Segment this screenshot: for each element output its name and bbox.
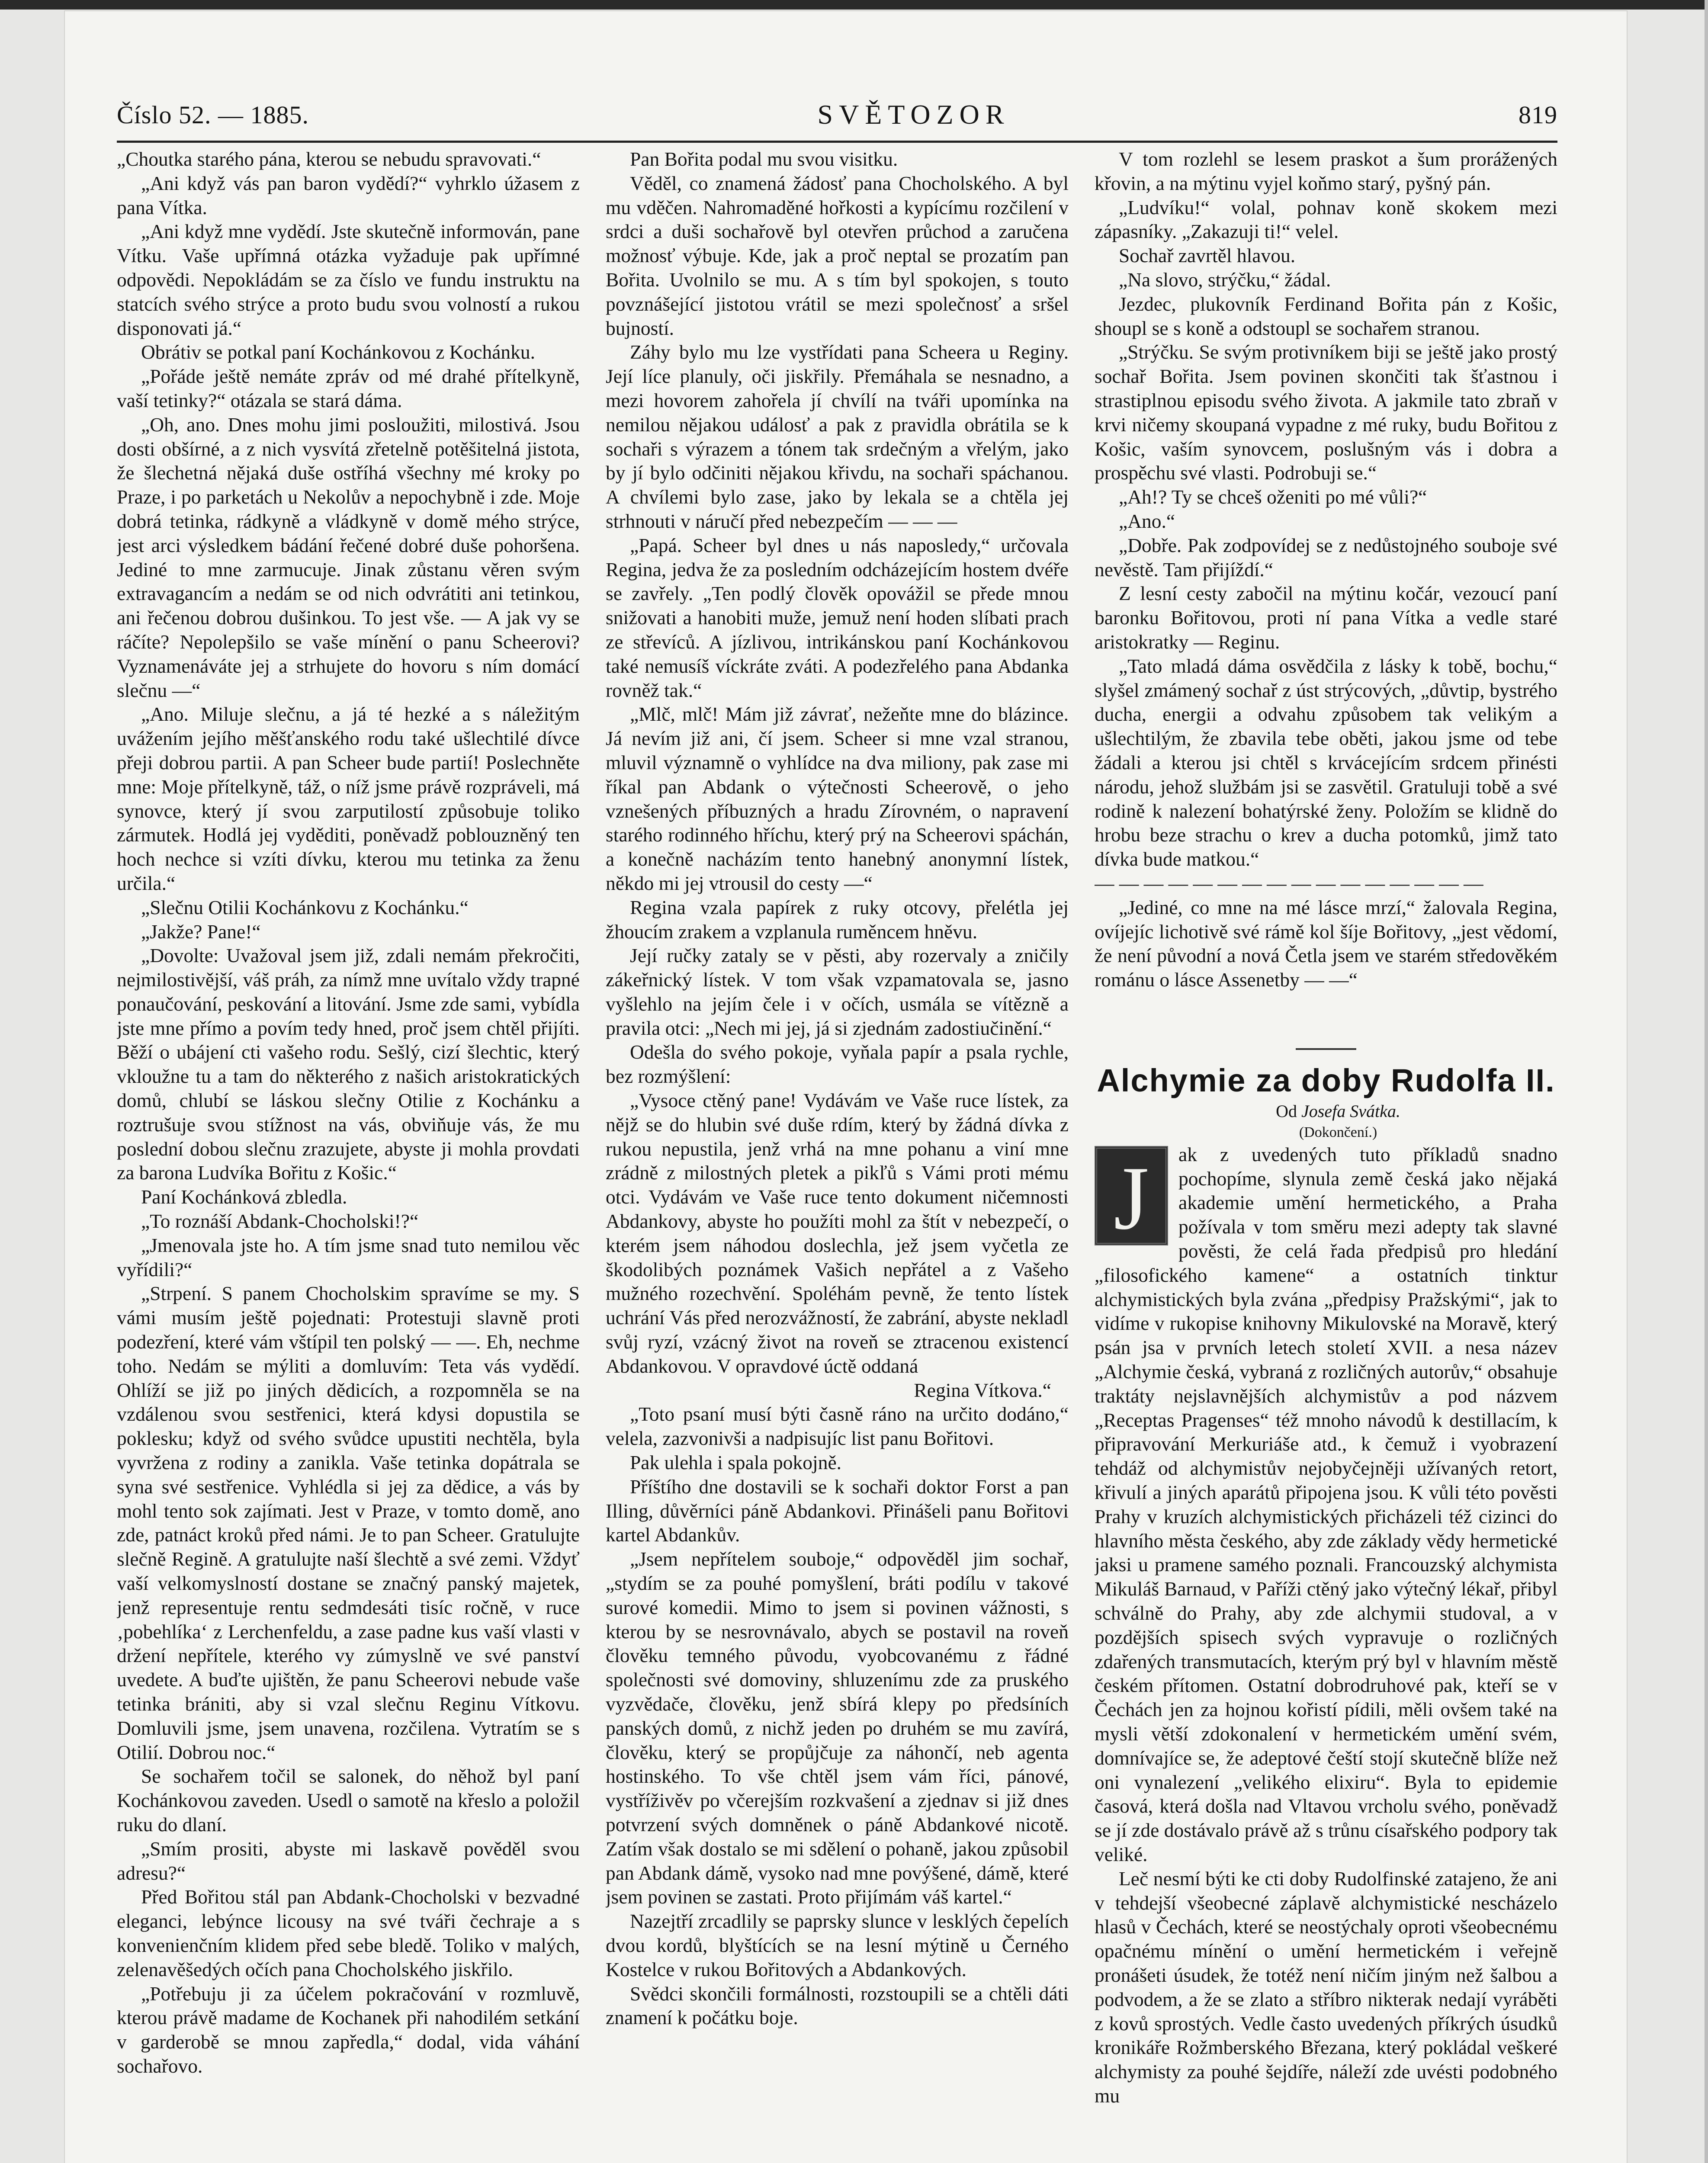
issue-number: Číslo 52. — 1885. [117, 100, 309, 129]
decorated-initial: J [1095, 1146, 1168, 1245]
article-divider [1296, 1048, 1356, 1050]
letter-paragraph: „Vysoce ctěný pane! Vydávám ve Vaše ruce lístek, za nějž se do hlubin své duše rdím, který by žádná dívka z rukou nepustila, jenž vrhá na mne pohanu a viní mne zrádně z milostných pletek a pikľů s Vámi proti mému otci. Vydávám ve Vaše ruce tento dokument ničemnosti Abdankovy, abyste ho použíti mohl za štít v nebezpečí, o kterém jsem náhodou doslechla, jež jsem vyčetla ze škodolibých poznámek Vašich nepřátel a z Vašeho mužného rozechvění. Spoléhám pevně, že tento lístek uchrání Vás před nerozvážností, že zabrání, abyste nekladl svůj ryzí, vzácný život na roveň se ztracenou existencí Abdankovou. V opravdové úctě oddaná [606, 1089, 1069, 1377]
paragraph: „Strpení. S panem Chocholskim spravíme se my. S vámi musím ještě pojednati: Protestuji slavně proti podezření, které vám vštípil ten polský — —. Eh, nechme toho. Nedám se mýliti a domluvím: Teta vás vydědí. Ohlíží se již po jiných dědicích, a rozpomněla se na vzdálenou svou sestřenici, která kdysi dopustila se poklesku; když od svého svůdce upustiti nechtěla, byla vyvržena z rodiny a zanikla. Vaše tetinka dopátrala se syna své sestřenice. Vyhlédla si jej za dědice, a vás by mohl tento sok zajímati. Jest v Praze, v tomto domě, ano zde, patnáct kroků před námi. Je to pan Scheer. Gratulujte slečně Regině. A gratulujte naší šlechtě a své zemi. Vždyť vaší velkomyslností dostane se značný panský majetek, jenž representuje rentu sedmdesáti tisíc ročně, v ruce ‚pobehlíka‘ z Lerchenfeldu, a zase padne kus vaší vlasti v držení nepřítele, kterého vy zúmyslně ve své panství uvedete. A buďte ujištěn, že panu Scheerovi nebude vaše tetinka brániti, aby si vzal slečnu Reginu Vítkovu. Domluvili jsme, jsem unavena, rozčilena. Vytratím se s Otilií. Dobrou noc.“ [117, 1282, 580, 1763]
paragraph: „Ludvíku!“ volal, pohnav koně skokem mezi zápasníky. „Zakazuji ti!“ velel. [1095, 196, 1557, 243]
paragraph: „Ano. Miluje slečnu, a já té hezké a s náležitým uvážením jejího měšťanského rodu také ušlechtilé dívce přeji dobrou partii. A pan Scheer bude partií! Poslechněte mne: Moje přítelkyně, táž, o níž jsme právě rozpráveli, má synovce, který jí svou zarputilostí způsobuje toliko zármutek. Hodlá jej vyděditi, poněvadž poblouzněný ten hoch nechce si vzíti dívku, kterou mu tetinka za ženu určila.“ [117, 703, 580, 894]
paragraph: Příštího dne dostavili se k sochaři doktor Forst a pan Illing, důvěrníci páně Abdankovi. Přinášeli panu Bořitovi kartel Abdankův. [606, 1475, 1069, 1546]
paragraph: Sochař zavrtěl hlavou. [1119, 244, 1296, 267]
paragraph: Pan Bořita podal mu svou visitku. [630, 148, 898, 170]
paragraph: „Na slovo, strýčku,“ žádal. [1119, 268, 1331, 291]
scan-edge [0, 0, 1708, 10]
paragraph: „Tato mladá dáma osvědčila z lásky k tobě, bochu,“ slyšel zmámený sochař z úst strýcových, „důvtip, bystrého ducha, energii a odvahu způsobem tak velikým a ušlechtilým, že zbavila tebe oběti, jakou jsme od tebe žádali a kterou jsi chtěl s krvácejícím srdcem přinésti národu, jehož službám jsi se zasvětil. Gratuluji tobě a své rodině k nalezení bohatýrské ženy. Položím se klidně do hrobu beze strachu o krev a ducha potomků, jimž tato dívka bude matkou.“ [1095, 655, 1557, 870]
paragraph: „Strýčku. Se svým protivníkem biji se ještě jako prostý sochař Bořita. Jsem povinen skončiti tak šťastnou i strastiplnou episodu svého života. A jakmile tato zbraň v krvi ničemy skoupaná vypadne z mé ruky, budu Bořitou z Košic, vaším synovcem, poslušným vás i dobra a prospěchu své vlasti. Podrobuji se.“ [1095, 341, 1557, 484]
paragraph: „Dovolte: Uvažoval jsem již, zdali nemám překročiti, nejmilostivější, váš práh, za nímž mne uvítalo vždy trapné ponaučování, peskování a litování. Jsme zde sami, vybídla jste mne přímo a povím tedy hned, proč jsem chtěl přijíti. Běží o ubájení cti vašeho rodu. Sešlý, cizí šlechtic, který vkloužne tu a tam do některého z našich aristokratických domů, chlubí se láskou slečny Otilie z Kochánku a roztrušuje svou stížnost na vás, obviňuje vás, že mu poslední dobou slečnu zrazujete, abyste ji mohla provdati za barona Ludvíka Bořitu z Košic.“ [117, 944, 580, 1184]
column-1 [117, 147, 580, 2163]
article-author: Josefa Svátka. [1301, 1101, 1400, 1121]
paragraph: „Ano.“ [1119, 510, 1175, 532]
paragraph: „Oh, ano. Dnes mohu jimi posloužiti, milostivá. Jsou dosti obšírné, a z nich vysvítá zřetelně potěšitelná jistota, že šlechetná nějaká duše ostříhá všechny mé kroky po Praze, i po parketách u Nekolův a nepochybně i zde. Moje dobrá tetinka, rádkyně a vládkyně v domě mého strýce, jest arci výsledkem bádání řečené dobré duše pohoršena. Jediné to mne zarmucuje. Jinak zůstanu věren svým extravagancím a nedám se od nich odvrátiti ani tetinkou, ani řečenou dobrou dušinkou. To jest vše. — A jak vy se ráčíte? Nepolepšilo se vaše mínění o panu Scheerovi? Vyznamenáváte jej a strhujete do hovoru s ním domácí slečnu —“ [117, 413, 580, 701]
running-head [117, 91, 1557, 138]
paragraph: „Choutka starého pána, kterou se nebudu spravovati.“ [117, 148, 541, 170]
column-2 [606, 147, 1069, 2163]
header-rule [117, 141, 1557, 143]
article-title: Alchymie za doby Rudolfa II. [1097, 1062, 1555, 1098]
byline-prefix: Od [1276, 1101, 1297, 1121]
paragraph: Pak ulehla i spala pokojně. [630, 1451, 842, 1474]
paragraph: Věděl, co znamená žádosť pana Chocholského. A byl mu vděčen. Nahromaděné hořkosti a kypícímu rozčilení v srdci a duši sochařově byl otevřen průchod a zaručena možnosť výbuje. Kde, jak a proč neptal se prozatím pan Bořita. Uvolnilo se mu. A s tím byl spokojen, s touto povznášející jistotou vrátil se mezi společnosť a sršel bujností. [606, 172, 1069, 339]
journal-title: SVĚTOZOR [817, 99, 1010, 130]
paragraph: Před Bořitou stál pan Abdank-Chocholski v bezvadné eleganci, lebýnce licousy na své tváři čechraje a s konvenienčním klidem před sebe bledě. Toliko v malých, zelenavěšedých očích pana Chocholského jiskřilo. [117, 1886, 580, 1980]
paragraph: „Ani když vás pan baron vydědí?“ vyhrklo úžasem z pana Vítka. [117, 172, 580, 218]
paragraph: „Dobře. Pak zodpovídej se z nedůstojného souboje své nevěstě. Tam přijíždí.“ [1095, 534, 1557, 581]
paragraph: „Slečnu Otilii Kochánkovu z Kochánku.“ [141, 896, 469, 918]
letter-signature: Regina Vítkova.“ [914, 1379, 1051, 1401]
paragraph: Její ručky zataly se v pěsti, aby rozervaly a zničily zákeřnický lístek. V tom však vzpamatovala se, jasno vyšlehlo na jejím čele i v očích, usmála se vítězně a pravila otci: „Nech mi jej, já si zjednám zadostiučinění.“ [606, 944, 1069, 1039]
paragraph: Paní Kochánková zbledla. [141, 1186, 347, 1208]
paragraph: „Jediné, co mne na mé lásce mrzí,“ žalovala Regina, ovíjejíc lichotivě své rámě kol šíje Bořitovy, „jest vědomí, že není původní a nová Četla jsem ve starém středověkém románu o lásce Assenetby — —“ [1095, 896, 1557, 991]
paragraph: Se sochařem točil se salonek, do něhož byl paní Kochánkovou zaveden. Usedl o samotě na křeslo a položil ruku do dlaní. [117, 1765, 580, 1836]
article-paragraph: ak z uvedených tuto příkladů snadno pochopíme, slynula země česká jako nějaká akademie umění hermetického, a Praha požívala v tom směru mezi adepty tak slavné pověsti, že celá řada předpisů pro hledání „filosofického kamene“ a ostatních tinktur alchymistických byla zvána „předpisy Pražskými“, jak to vidíme v rukopise knihovny Mikulovské na Moravě, který psán jsa v prvních letech století XVII. a nesa název „Alchymie česká, vybraná z rozličných autorův,“ obsahuje traktáty nejslavnějších alchymistův a pod názvem „Receptas Pragenses“ též mnoho návodů k destillacím, k připravování Merkuriáše atd., k čemuž i vyobrazení tehdáž od alchymistův nejobyčejněji užívaných retort, křivulí a jiných aparátů připojena jsou. K vůli této pověsti Prahy v kruzích alchymistických přicházeli též cizinci do hlavního města českého, aby zde základy vědy hermetické jaksi u pramene samého poznali. Francouzský alchymista Mikuláš Barnaud, v Paříži ctěný jako výtečný lékař, přibyl schválně do Prahy, aby zde alchymii studoval, a v pozdějších spisech svých vypravuje o rozličných zdařených transmutacích, kterým prý byl v hlavním městě českém přítomen. Ostatní dobrodruhové pak, kteří se v Čechách jen za hojnou kořistí pídili, měli ovšem také na mysli větší zdokonalení v hermetickém umění svém, domnívajíce se, že adeptové čeští stojí skutečně blíže než oni vynalezení „velikého elixiru“. Byla to epidemie časová, která došla nad Vltavou vrcholu svého, poněvadž se jí zde dostávalo právě až s trůnu císařského podpory tak veliké. [1095, 1143, 1557, 1865]
continued-note: (Dokončení.) [1299, 1124, 1377, 1140]
paragraph: „Toto psaní musí býti časně ráno na určito dodáno,“ velela, zazvonivši a nadpisujíc list panu Bořitovi. [606, 1403, 1069, 1450]
paragraph: Nazejtří zrcadlily se paprsky slunce v lesklých čepelích dvou kordů, blyštících se na lesní mýtině u Černého Kostelce v rukou Bořitových a Abdankových. [606, 1910, 1069, 1980]
paragraph: „Ah!? Ty se chceš oženiti po mé vůli?“ [1119, 486, 1427, 508]
paragraph: „Jsem nepřítelem souboje,“ odpověděl jim sochař, „stydím se za pouhé pomyšlení, bráti podílu v takové surové komedii. Mimo to jsem si povinen vážnosti, s kterou by se nesrovnávalo, abych se postavil na roveň člověku temného původu, vyobcovanému z řádné společnosti své domoviny, shluzenímu zde za pruského vyzvědače, člověku, jenž sbírá klepy po předsíních panských domů, z nichž jeden po druhém se mu zavírá, člověku, který se propůjčuje za náhončí, neb agenta hostinského. To vše chtěl jsem vám říci, pánové, vystříživěv po včerejším rozkvašení a zjednav si již dnes potvrzení svých domněnek o páně Abdankové nicotě. Zatím však dostalo se mi sdělení o pohaně, jakou způsobil pan Abdank dámě, vysoko nad mne povýšené, dámě, které jsem povinen se zastati. Proto přijímám váš kartel.“ [606, 1548, 1069, 1908]
article-byline [1095, 1100, 1557, 1123]
paragraph: „Pořáde ještě nemáte zpráv od mé drahé přítelkyně, vaší tetinky?“ otázala se stará dáma. [117, 365, 580, 411]
column-3 [1095, 147, 1557, 2163]
paragraph: Obrátiv se potkal paní Kochánkovou z Kochánku. [141, 341, 536, 363]
scan-edge-right [1705, 0, 1708, 2163]
paragraph: „Ani když mne vydědí. Jste skutečně informován, pane Vítku. Vaše upřímná otázka vyžaduje pak upřímné odpovědi. Nepokládám se za číslo ve fundu instruktu na statcích svého strýce a proto budu svou volností a rukou disponovati já.“ [117, 220, 580, 339]
paragraph: „Jmenovala jste ho. A tím jsme snad tuto nemilou věc vyřídili?“ [117, 1234, 580, 1280]
paragraph: Jezdec, plukovník Ferdinand Bořita pán z Košic, shoupl se s koně a odstoupl se sochařem stranou. [1095, 292, 1557, 339]
paragraph: „Smím prositi, abyste mi laskavě pověděl svou adresu?“ [117, 1837, 580, 1884]
paragraph: Odešla do svého pokoje, vyňala papír a psala rychle, bez rozmýšlení: [606, 1041, 1069, 1088]
paragraph: Svědci skončili formálnosti, rozstoupili se a chtěli dáti znamení k počátku boje. [606, 1982, 1069, 2029]
paragraph: „Mlč, mlč! Mám již závrať, nežeňte mne do blázince. Já nevím již ani, čí jsem. Scheer si mne vzal stranou, mluvil významně o vyhlídce na dva miliony, pak zase mi říkal pan Abdank o výtečnosti Scheerově, o jeho vznešených příbuzných a hradu Zírovném, o napravení starého rodinného hříchu, který prý na Scheerovi spáchán, a konečně nacházím tento hanebný anonymní lístek, někdo mi jej vtrousil do cesty —“ [606, 703, 1069, 894]
paragraph: Regina vzala papírek z ruky otcovy, přelétla jej žhoucím zrakem a vzplanula ruměncem hněvu. [606, 896, 1069, 943]
dash-separator: — — — — — — — — — — — — — — — — [1095, 872, 1483, 894]
paragraph: Záhy bylo mu lze vystřídati pana Scheera u Reginy. Její líce planuly, oči jiskřily. Přemáhala se nesnadno, a mezi hovorem zahořela jí chvílí na tváři upomínka na nemilou nějakou událosť a pak z pravidla obrátila se k sochaři s výrazem a tónem tak srdečným a vřelým, jako by jí bylo odčiniti nějakou křivdu, na sochaři spáchanou. A chvílemi bylo zase, jako by lekala se a chtěla jej strhnouti v náručí před nebezpečím — — — [606, 341, 1069, 532]
paragraph: „To roznáší Abdank-Chocholski!?“ [141, 1210, 419, 1232]
paragraph: „Papá. Scheer byl dnes u nás naposledy,“ určovala Regina, jedva že za posledním odcházejícím hostem dvéře se zavřely. „Ten podlý člověk opovážil se přede mnou snižovati a hanobiti muže, jemuž není hoden slíbati prach ze střevíců. A jízlivou, intrikánskou paní Kochánkovou také nemusíš víckráte zváti. A podezřelého pana Abdanka rovněž tak.“ [606, 534, 1069, 701]
paragraph: „Potřebuju ji za účelem pokračování v rozmluvě, kterou právě madame de Kochanek při nahodilém setkání v garderobě se mnou zapředla,“ dodal, vida váhání sochařovo. [117, 1982, 580, 2077]
paragraph: „Jakže? Pane!“ [141, 920, 261, 943]
paragraph: Z lesní cesty zabočil na mýtinu kočár, vezoucí paní baronku Bořitovou, proti ní pana Vítka a vedle staré aristokratky — Reginu. [1095, 582, 1557, 653]
paragraph: V tom rozlehl se lesem praskot a šum prorážených křovin, a na mýtinu vyjel koňmo starý, pyšný pán. [1095, 148, 1557, 194]
article-paragraph: Leč nesmí býti ke cti doby Rudolfinské zatajeno, že ani v tehdejší všeobecné záplavě alchymistické nescházelo hlasů v Čechách, které se neostýchaly oproti všeobecnému opačnému mínění o umění hermetickém i veřejně pronášeti úsudek, že totéž není ničím jiným než šalbou a podvodem, a že se zlato a stříbro nikterak nedají vyráběti z kovů sprostých. Vedle často uvedených příkrých úsudků kronikáře Rožmberského Březana, který pokládal veškeré alchymisty za pouhé šejdíře, náleží zde uvésti podobného mu [1095, 1867, 1557, 2107]
page-number: 819 [1519, 100, 1557, 129]
